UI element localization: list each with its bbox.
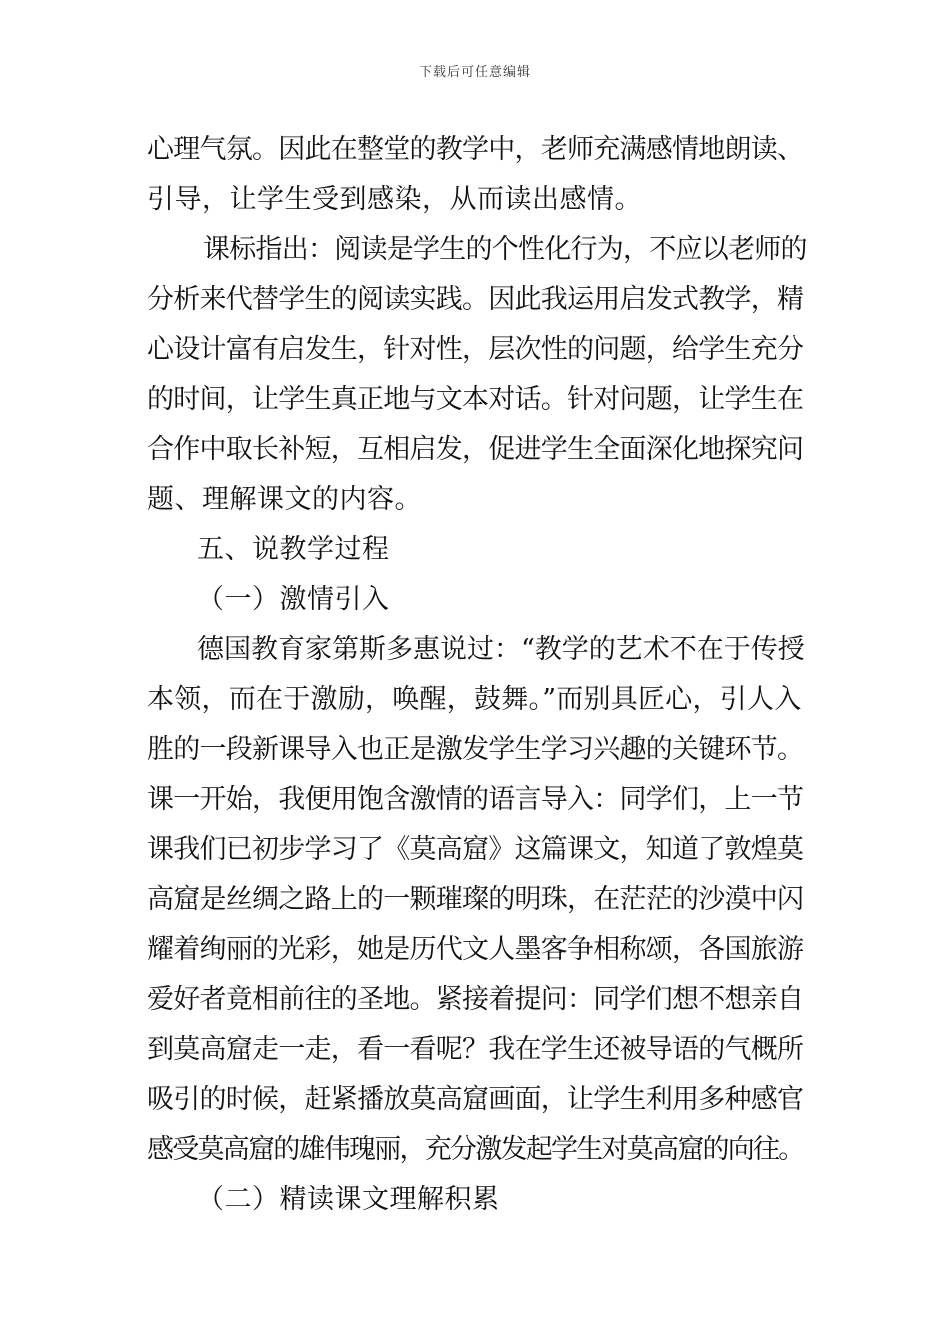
paragraph-first-line: 课标指出：阅读是学生的个性化行为，不应以老师的	[203, 234, 807, 265]
text-line: 胜的一段新课导入也正是激发学生学习兴趣的关键环节。	[147, 734, 804, 765]
paragraph-first-line: 德国教育家第斯多惠说过：“教学的艺术不在于传授	[197, 634, 805, 665]
text-line: 的时间，让学生真正地与文本对话。针对问题，让学生在	[147, 384, 804, 415]
section-heading: 五、说教学过程	[197, 534, 390, 565]
text-line: 感受莫高窟的雄伟瑰丽，充分激发起学生对莫高窟的向往。	[147, 1134, 804, 1165]
text-line: 高窟是丝绸之路上的一颗璀璨的明珠，在茫茫的沙漠中闪	[147, 884, 804, 915]
text-line: 课我们已初步学习了《莫高窟》这篇课文，知道了敦煌莫	[147, 834, 804, 865]
subsection-heading: （二）精读课文理解积累	[197, 1184, 500, 1215]
text-line: 到莫高窟走一走，看一看呢？我在学生还被导语的气概所	[147, 1034, 804, 1065]
text-line: 耀着绚丽的光彩，她是历代文人墨客争相称颂，各国旅游	[147, 934, 804, 965]
text-line: 引导，让学生受到感染，从而读出感情。	[147, 184, 642, 215]
document-body	[147, 125, 807, 1225]
text-line: 分析来代替学生的阅读实践。因此我运用启发式教学，精	[147, 284, 804, 315]
text-line: 题、理解课文的内容。	[147, 484, 422, 515]
page-header: 下载后可任意编辑	[418, 65, 531, 80]
text-line: 心设计富有启发生，针对性，层次性的问题，给学生充分	[147, 334, 804, 365]
subsection-heading: （一）激情引入	[197, 584, 390, 615]
text-line: 课一开始，我便用饱含激情的语言导入：同学们，上一节	[147, 784, 804, 815]
text-line: 合作中取长补短，互相启发，促进学生全面深化地探究问	[147, 434, 804, 465]
text-line: 吸引的时候，赶紧播放莫高窟画面，让学生利用多种感官	[147, 1084, 804, 1115]
text-line: 心理气氛。因此在整堂的教学中，老师充满感情地朗读、	[147, 134, 804, 165]
text-line: 本领，而在于激励，唤醒，鼓舞。”而别具匠心，引人入	[147, 684, 802, 715]
text-line: 爱好者竟相前往的圣地。紧接着提问：同学们想不想亲自	[147, 984, 804, 1015]
